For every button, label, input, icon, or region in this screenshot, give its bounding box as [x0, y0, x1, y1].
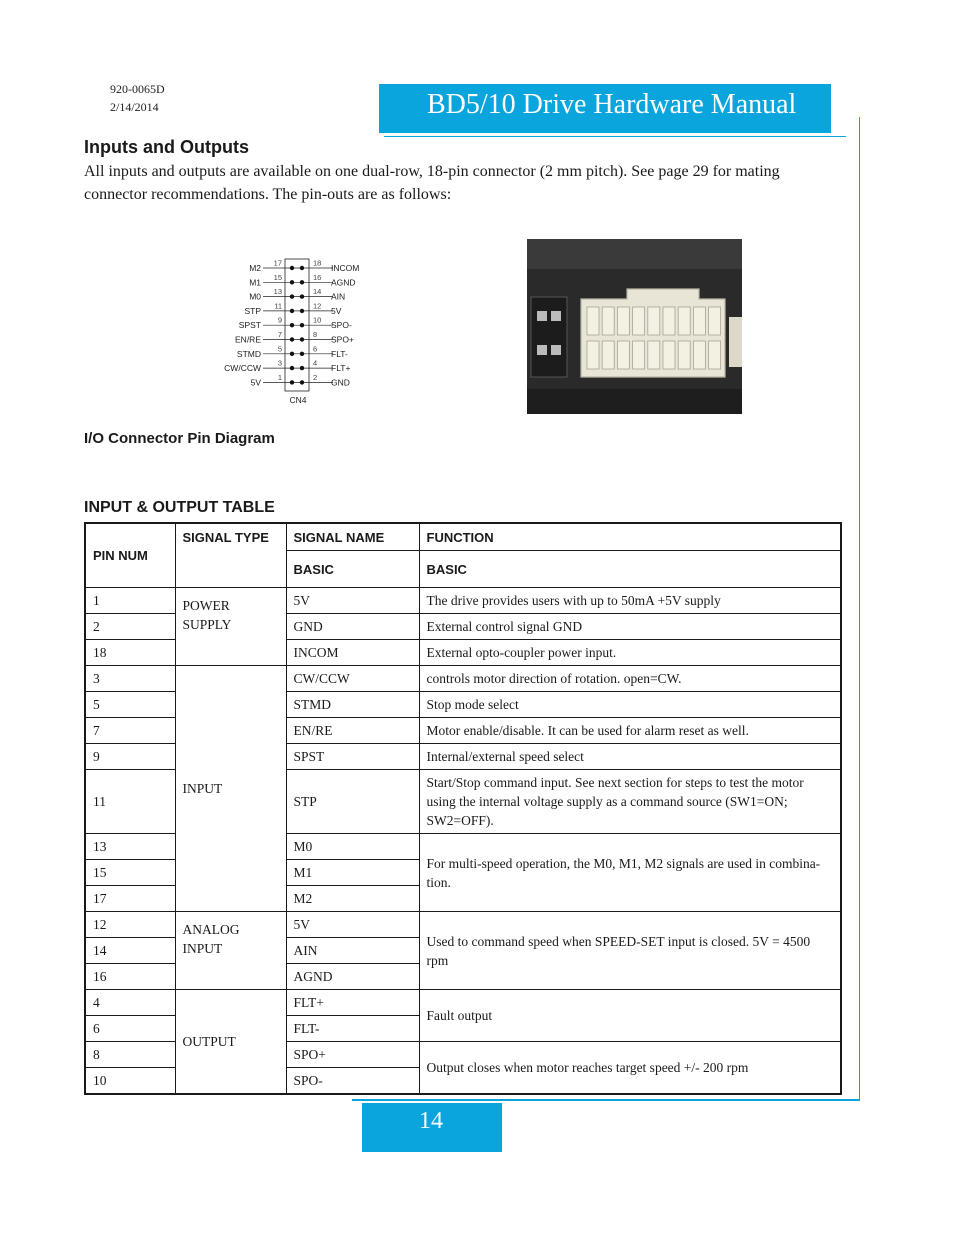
signal-type-cell: INPUT: [175, 666, 286, 912]
pin-cell: 10: [85, 1068, 175, 1095]
pin-number-even: 12: [313, 301, 322, 311]
pin-cell: 5: [85, 692, 175, 718]
signal-name-cell: M1: [286, 860, 419, 886]
footer-rule: [352, 1099, 860, 1101]
function-cell: Start/Stop command input. See next section for steps to test the motor using the internal voltage supply as a command source (SW1=ON; SW2=OFF).: [419, 770, 841, 834]
pin-cell: 6: [85, 1016, 175, 1042]
pin-cell: 9: [85, 744, 175, 770]
pin-number-odd: 1: [277, 372, 282, 382]
signal-name-cell: AIN: [286, 938, 419, 964]
header-pin-num: PIN NUM: [85, 523, 175, 588]
document-date: 2/14/2014: [110, 100, 159, 114]
pin-label-right: GND: [331, 377, 350, 388]
section-intro: All inputs and outputs are available on one dual-row, 18-pin connector (2 mm pitch). See page 29 for mating connector recommendations. The pin-outs are as follows:: [84, 163, 780, 203]
header-function: FUNCTION: [419, 523, 841, 551]
pin-number-even: 2: [313, 372, 318, 382]
signal-type-cell: OUTPUT: [175, 990, 286, 1095]
pin-cell: 11: [85, 770, 175, 834]
pin-number-even: 16: [313, 272, 322, 282]
pin-label-right: INCOM: [331, 263, 360, 273]
pin-dot: [300, 280, 304, 284]
pin-cell: 7: [85, 718, 175, 744]
pin-diagram: [205, 253, 385, 408]
pin-label-right: 5V: [331, 305, 342, 316]
pin-number-even: 8: [313, 330, 318, 339]
signal-name-cell: FLT-: [286, 1016, 419, 1042]
pin-label-left: EN/RE: [235, 334, 261, 345]
pin-number-even: 18: [313, 258, 322, 268]
pin-dot: [300, 309, 304, 313]
table-header-row: [85, 523, 841, 551]
pin-label-right: FLT+: [331, 363, 351, 374]
signal-name-cell: M0: [286, 834, 419, 860]
pin-label-right: FLT-: [331, 348, 348, 359]
header-basic-function: BASIC: [419, 551, 841, 588]
pin-cell: 12: [85, 912, 175, 938]
pin-dot: [290, 352, 294, 356]
pin-cell: 1: [85, 588, 175, 614]
function-cell: The drive provides users with up to 50mA +5V supply: [419, 588, 841, 614]
signal-type-cell: ANALOG INPUT: [175, 912, 286, 990]
document-info: [110, 80, 165, 116]
signal-name-cell: STP: [286, 770, 419, 834]
pin-cell: 3: [85, 666, 175, 692]
table-row: [85, 912, 841, 938]
signal-name-cell: CW/CCW: [286, 666, 419, 692]
pin-number-odd: 7: [277, 330, 282, 339]
pin-label-right: SPO-: [331, 320, 352, 331]
signal-name-cell: 5V: [286, 588, 419, 614]
signal-name-cell: 5V: [286, 912, 419, 938]
signal-name-cell: FLT+: [286, 990, 419, 1016]
pin-cell: 14: [85, 938, 175, 964]
pin-cell: 4: [85, 990, 175, 1016]
function-cell: Internal/external speed select: [419, 744, 841, 770]
function-cell: Stop mode select: [419, 692, 841, 718]
pin-number-odd: 9: [277, 315, 282, 325]
pin-number-even: 10: [313, 315, 322, 325]
header-signal-name: SIGNAL NAME: [286, 523, 419, 551]
pin-dot: [300, 294, 304, 298]
pin-label-left: SPST: [238, 320, 261, 331]
right-margin-rule: [859, 117, 860, 1100]
function-cell: External opto-coupler power input.: [419, 640, 841, 666]
pin-cell: 17: [85, 886, 175, 912]
connector-label: CN4: [289, 395, 307, 405]
pin-number-even: 14: [313, 287, 322, 297]
pin-label-left: 5V: [250, 377, 261, 388]
signal-name-cell: SPO-: [286, 1068, 419, 1095]
pin-label-left: STMD: [236, 348, 261, 359]
function-cell: Motor enable/disable. It can be used for alarm reset as well.: [419, 718, 841, 744]
signal-name-cell: SPO+: [286, 1042, 419, 1068]
pin-dot: [290, 337, 294, 341]
function-cell: For multi-speed operation, the M0, M1, M2 signals are used in combina-tion.: [419, 834, 841, 912]
pin-label-left: M2: [249, 263, 261, 273]
pin-dot: [300, 337, 304, 341]
signal-name-cell: EN/RE: [286, 718, 419, 744]
pin-label-left: M1: [249, 277, 261, 288]
function-cell: controls motor direction of rotation. open=CW.: [419, 666, 841, 692]
function-cell: Used to command speed when SPEED-SET input is closed. 5V = 4500 rpm: [419, 912, 841, 990]
pin-cell: 16: [85, 964, 175, 990]
table-title: INPUT & OUTPUT TABLE: [84, 499, 275, 516]
pin-dot: [290, 266, 294, 270]
pin-label-right: AIN: [331, 291, 346, 302]
signal-name-cell: AGND: [286, 964, 419, 990]
pin-label-left: STP: [244, 305, 261, 316]
pin-dot: [290, 323, 294, 327]
pin-label-right: SPO+: [331, 334, 354, 345]
table-row: [85, 588, 841, 614]
pin-number-odd: 5: [277, 344, 282, 354]
pin-label-left: M0: [249, 291, 261, 302]
function-cell: Output closes when motor reaches target speed +/- 200 rpm: [419, 1042, 841, 1095]
pin-cell: 18: [85, 640, 175, 666]
pin-number-even: 6: [313, 344, 318, 354]
function-cell: Fault output: [419, 990, 841, 1042]
table-row: [85, 666, 841, 692]
signal-name-cell: M2: [286, 886, 419, 912]
pin-cell: 13: [85, 834, 175, 860]
document-number: 920-0065D: [110, 82, 165, 96]
page-number-box: [362, 1103, 502, 1152]
pin-dot: [300, 266, 304, 270]
connector-photo: [527, 239, 742, 414]
pin-label-right: AGND: [331, 277, 356, 288]
signal-name-cell: SPST: [286, 744, 419, 770]
page-number: 14: [419, 1108, 443, 1134]
pin-dot: [290, 309, 294, 313]
pin-number-odd: 3: [277, 358, 282, 368]
pin-dot: [300, 380, 304, 384]
pin-cell: 15: [85, 860, 175, 886]
header-basic-name: BASIC: [286, 551, 419, 588]
header-rule: [384, 136, 846, 137]
table-row: [85, 990, 841, 1016]
pin-dot: [290, 380, 294, 384]
pin-number-odd: 15: [273, 272, 282, 282]
pin-number-odd: 17: [273, 258, 282, 268]
signal-name-cell: GND: [286, 614, 419, 640]
function-cell: External control signal GND: [419, 614, 841, 640]
pin-dot: [290, 366, 294, 370]
pin-cell: 2: [85, 614, 175, 640]
io-table: [84, 522, 842, 1095]
header-signal-type: SIGNAL TYPE: [175, 523, 286, 588]
pin-cell: 8: [85, 1042, 175, 1068]
pin-dot: [300, 323, 304, 327]
signal-name-cell: INCOM: [286, 640, 419, 666]
signal-type-cell: POWER SUPPLY: [175, 588, 286, 666]
signal-name-cell: STMD: [286, 692, 419, 718]
pin-label-left: CW/CCW: [224, 363, 261, 374]
pin-dot: [300, 366, 304, 370]
title-banner: [379, 84, 831, 133]
pin-number-odd: 13: [273, 287, 282, 297]
diagram-caption: I/O Connector Pin Diagram: [84, 430, 275, 447]
pin-number-odd: 11: [274, 301, 282, 311]
manual-title: BD5/10 Drive Hardware Manual: [427, 89, 797, 120]
section-heading: Inputs and Outputs: [84, 137, 249, 157]
pin-dot: [290, 280, 294, 284]
pin-number-even: 4: [313, 358, 318, 368]
pin-dot: [290, 294, 294, 298]
pin-dot: [300, 352, 304, 356]
